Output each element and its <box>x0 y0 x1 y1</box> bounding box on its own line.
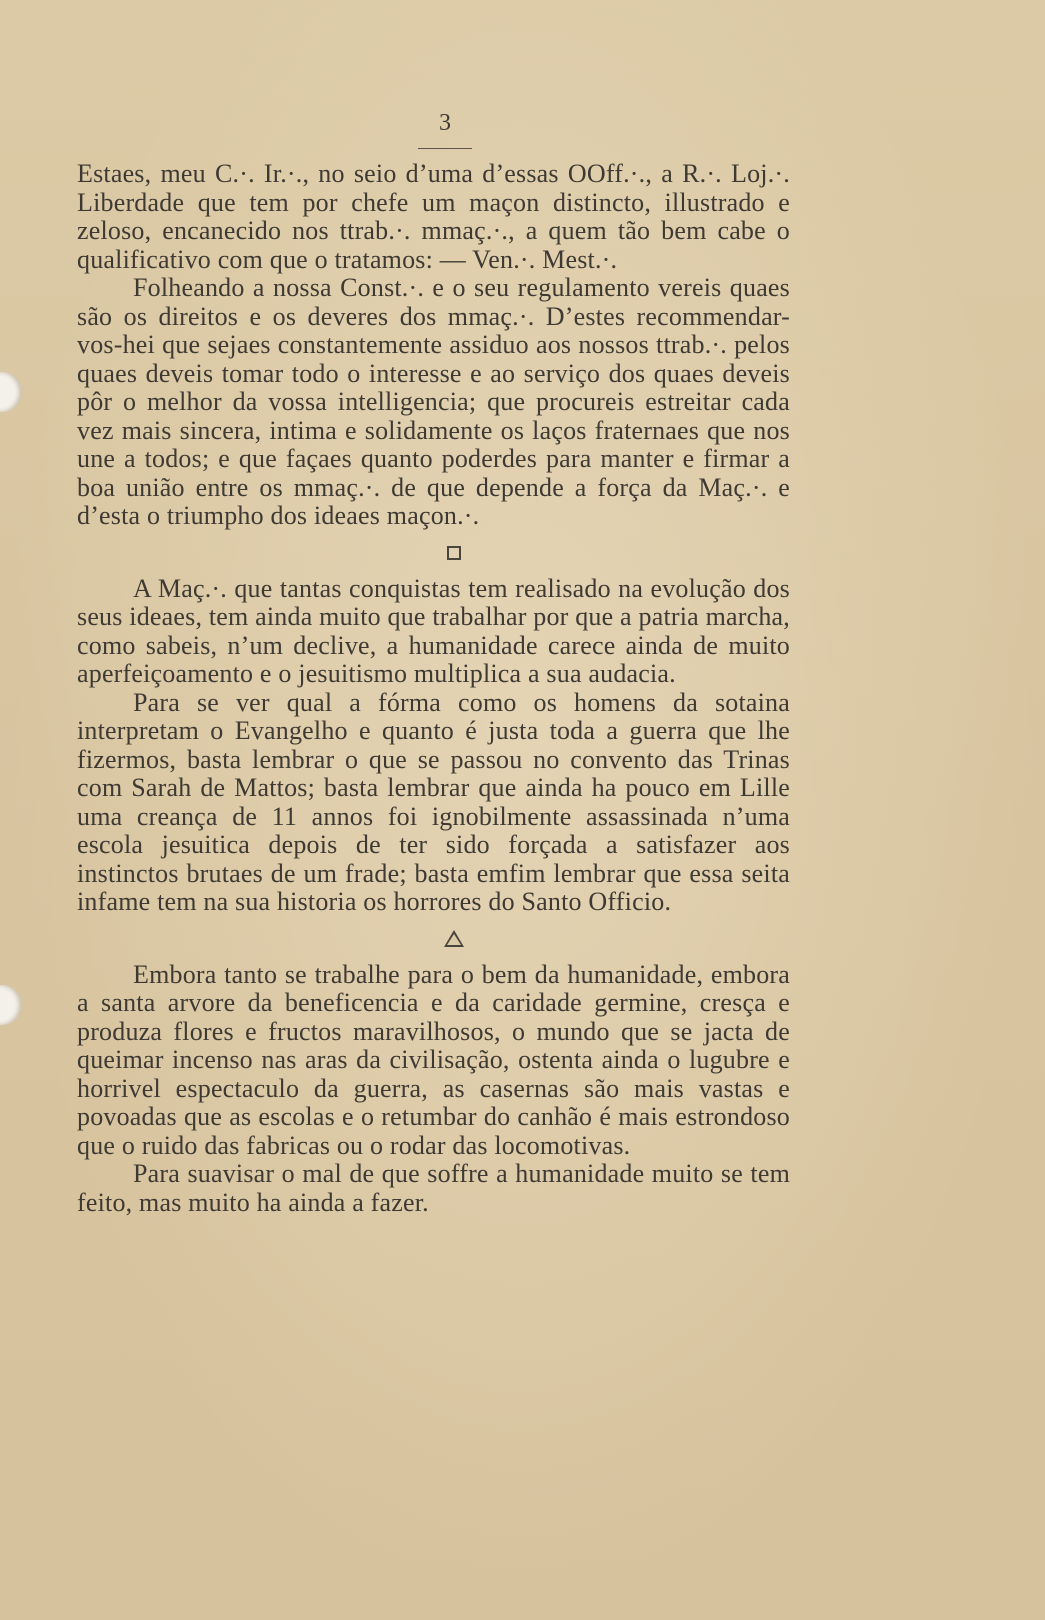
section-divider <box>117 917 790 961</box>
paragraph: Para se ver qual a fórma como os homens da sotaina interpretam o Evangelho e quanto é justa toda a guerra que lhe fizermos, basta lembrar o que se passou no convento das Trinas com Sarah de Mattos; basta lembrar que ainda ha pouco em Lille uma creança de 11 annos foi ignobilmente assassinada n’uma escola jesuitica depois de ter sido forçada a satisfazer aos instinctos brutaes de um frade; basta emfim lembrar que essa seita infame tem na sua historia os horrores do Santo Officio. <box>77 687 790 916</box>
body-text <box>77 160 790 1217</box>
paragraph: Estaes, meu C.·. Ir.·., no seio d’uma d’essas OOff.·., a R.·. Loj.·. Liberdade que tem por chefe um maçon distincto, illustrado e zeloso, encanecido nos ttrab.·. mmaç.·., a quem tão bem cabe o qualificativo com que o tratamos: — Ven.·. Mest.·. <box>77 159 790 274</box>
paragraph: Folheando a nossa Const.·. e o seu regulamento vereis quaes são os direitos e os deveres dos mmaç.·. D’estes recommendar-vos-hei que sejaes constantemente assiduo aos nossos ttrab.·. pelos quaes deveis tomar todo o interesse e ao serviço dos quaes deveis pôr o melhor da vossa intelligencia; que procureis estreitar cada vez mais sincera, intima e solidamente os laços fraternaes que nos une a todos; e que façaes quanto poderdes para manter e firmar a boa união entre os mmaç.·. de que depende a força da Maç.·. e d’esta o triumpho dos ideaes maçon.·. <box>77 273 790 530</box>
paragraph: Para suavisar o mal de que soffre a humanidade muito se tem feito, mas muito ha ainda a fazer. <box>77 1159 790 1217</box>
paragraph: A Maç.·. que tantas conquistas tem realisado na evolução dos seus ideaes, tem ainda muito que trabalhar por que a patria marcha, como sabeis, n’um declive, a humanidade carece ainda de muito aperfeiçoamento e o jesuitismo multiplica a sua audacia. <box>77 573 790 688</box>
paragraph: Embora tanto se trabalhe para o bem da humanidade, embora a santa arvore da beneficencia e da caridade germine, cresça e produza flores e fructos maravilhosos, o mundo que se jacta de queimar incenso nas aras da civilisação, ostenta ainda o lugubre e horrivel espectaculo da guerra, as casernas são mais vastas e povoadas que as escolas e o retumbar do canhão é mais estrondoso que o ruido das fabricas ou o rodar das locomotivas. <box>77 959 790 1160</box>
page-number: 3 <box>439 110 451 136</box>
punch-hole <box>0 372 22 412</box>
punch-hole <box>0 985 22 1025</box>
page-number-rule <box>418 148 472 149</box>
square-ornament-icon <box>447 546 461 560</box>
triangle-ornament-icon <box>444 930 464 947</box>
section-divider <box>117 531 790 575</box>
